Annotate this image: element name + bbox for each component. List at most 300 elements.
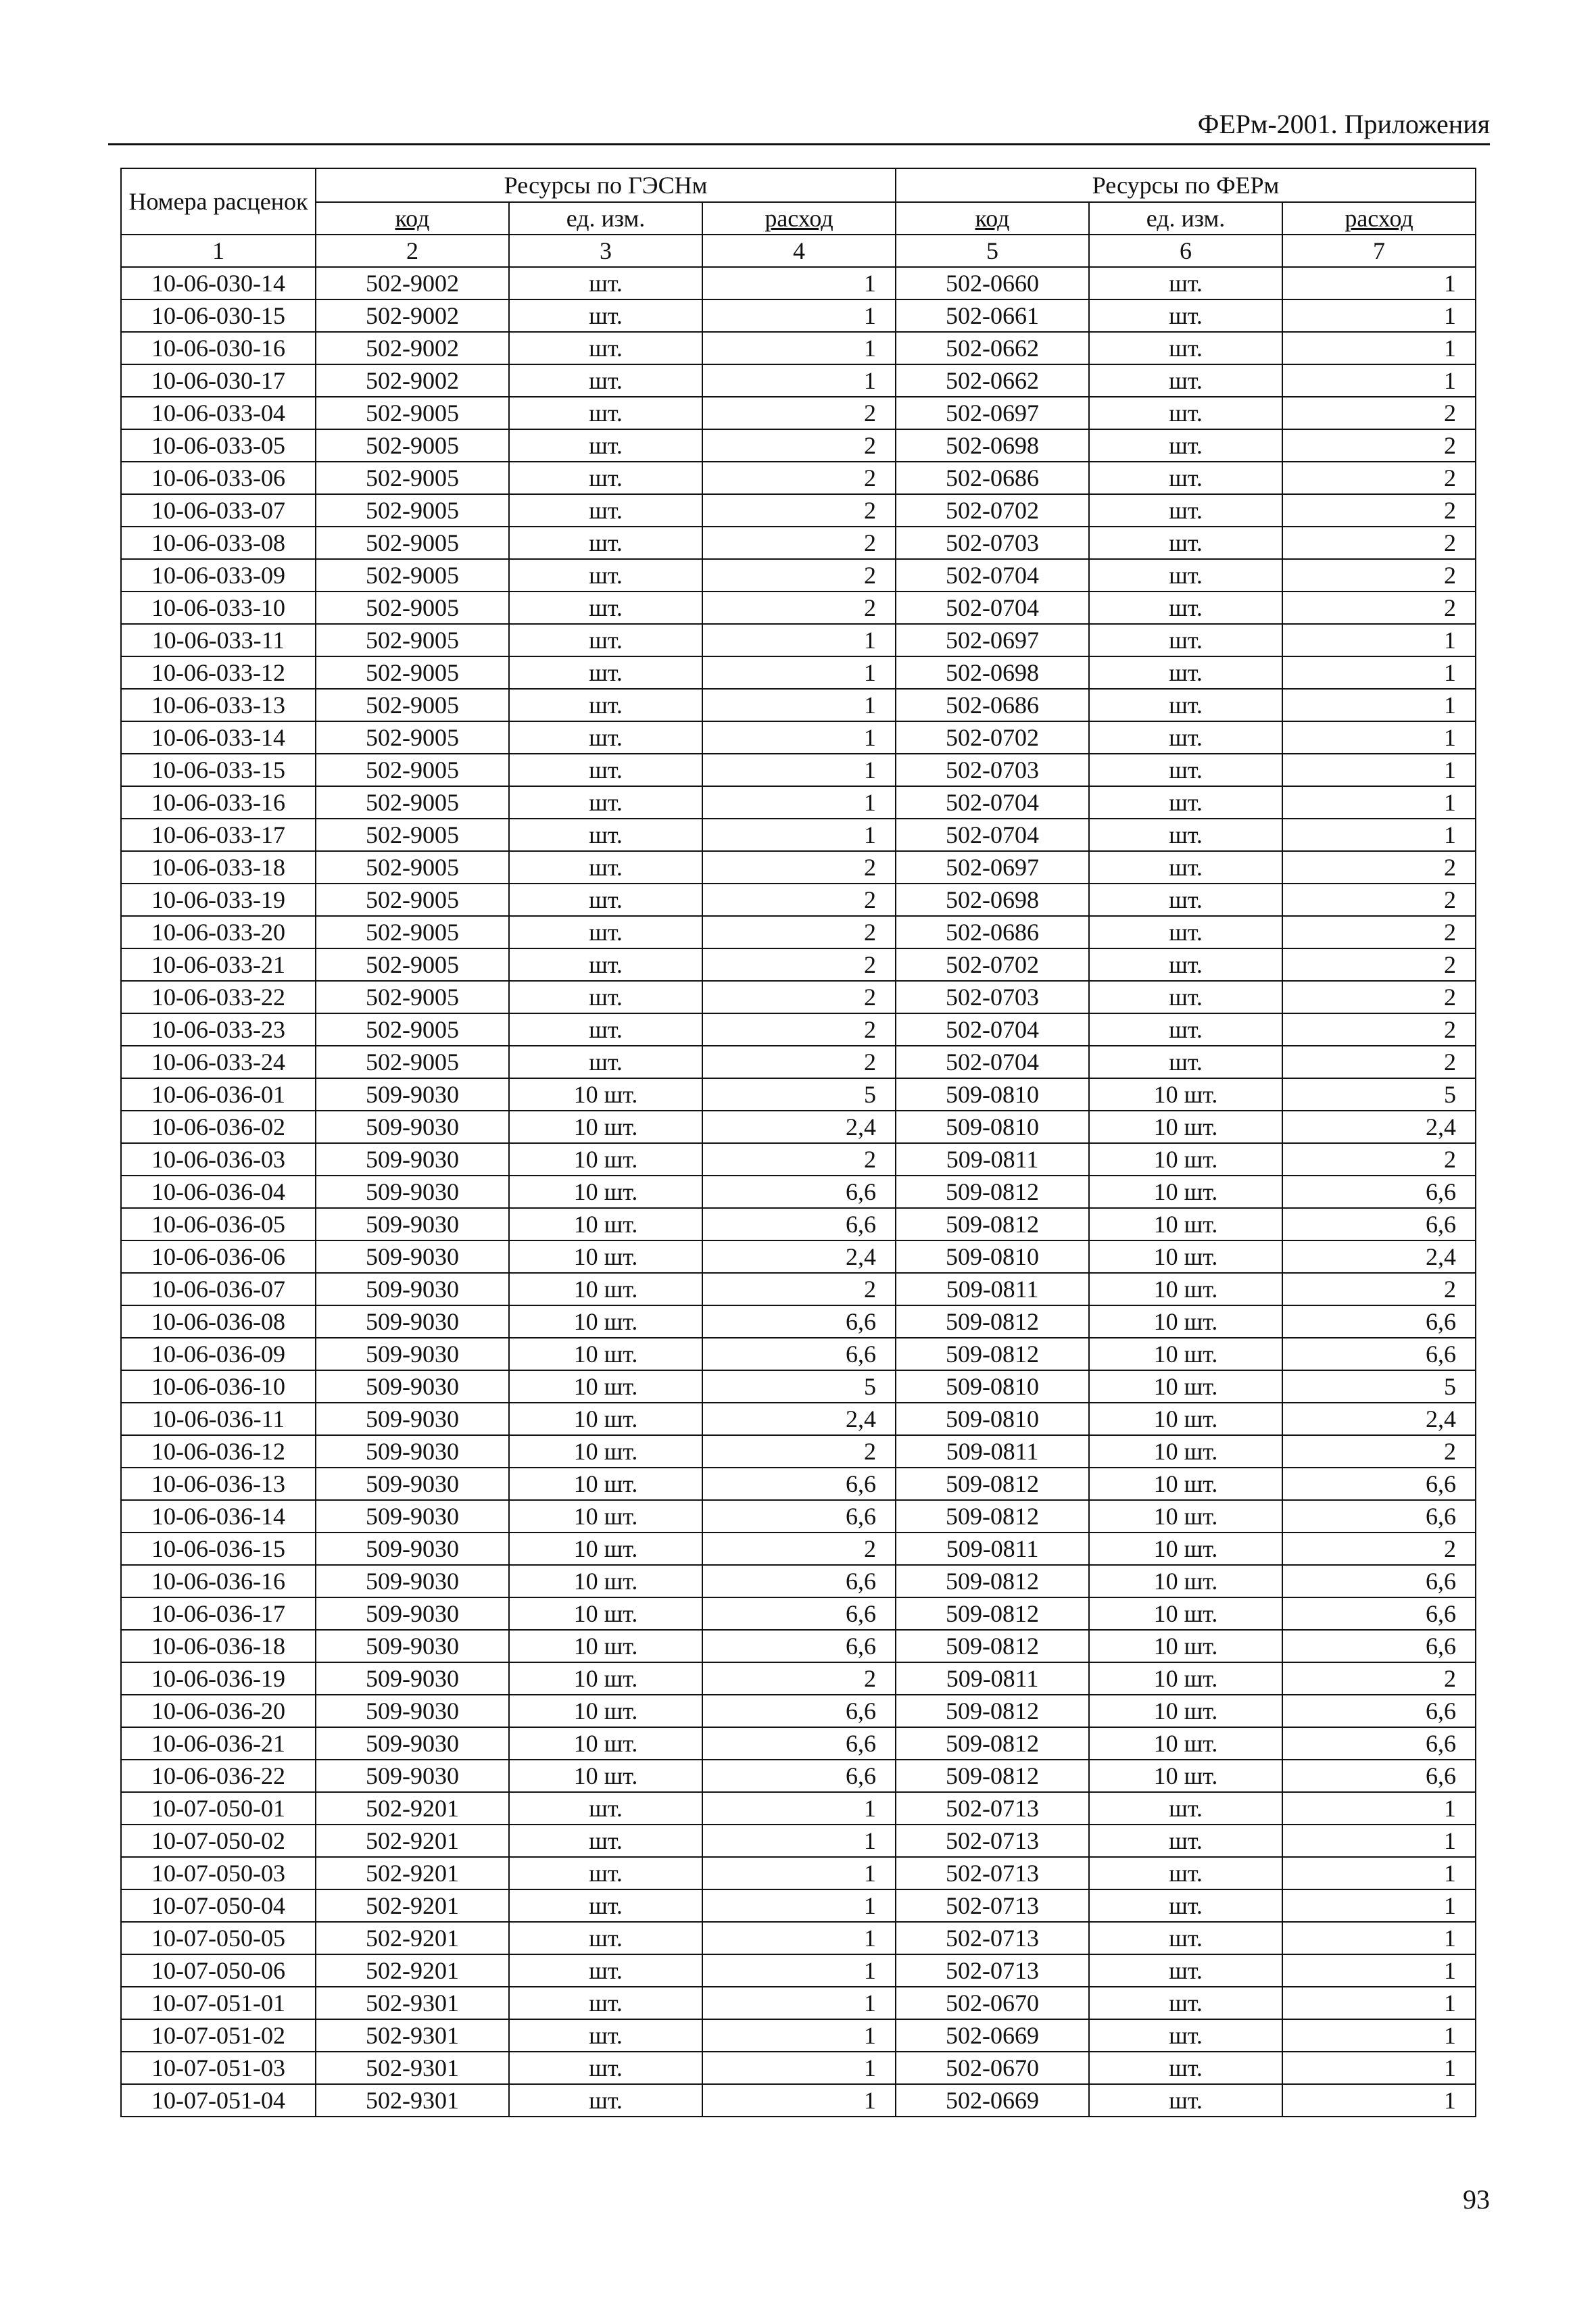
cell-gesn-code: 502-9201 [316, 1857, 509, 1889]
cell-fer-unit: шт. [1089, 851, 1282, 884]
cell-fer-code: 502-0697 [896, 624, 1089, 656]
cell-gesn-unit: 10 шт. [509, 1630, 702, 1662]
table-row [121, 527, 1476, 559]
page-number: 93 [1463, 2184, 1490, 2215]
cell-gesn-code: 509-9030 [316, 1500, 509, 1533]
cell-gesn-unit: 10 шт. [509, 1078, 702, 1111]
cell-gesn-code: 509-9030 [316, 1240, 509, 1273]
cell-fer-unit: шт. [1089, 2052, 1282, 2084]
cell-gesn-code: 502-9005 [316, 689, 509, 721]
cell-gesn-consumption: 2 [702, 429, 896, 462]
cell-gesn-code: 502-9005 [316, 851, 509, 884]
table-row [121, 1208, 1476, 1240]
cell-gesn-unit: 10 шт. [509, 1176, 702, 1208]
cell-fer-consumption: 1 [1282, 1954, 1476, 1987]
column-number: 6 [1089, 235, 1282, 267]
cell-fer-code: 502-0704 [896, 786, 1089, 819]
table-row [121, 364, 1476, 397]
cell-gesn-code: 502-9005 [316, 527, 509, 559]
cell-fer-code: 509-0812 [896, 1727, 1089, 1760]
table-row [121, 884, 1476, 916]
cell-fer-code: 502-0702 [896, 948, 1089, 981]
cell-rate-number: 10-06-030-15 [121, 299, 316, 332]
table-row [121, 2019, 1476, 2052]
cell-fer-consumption: 1 [1282, 1792, 1476, 1825]
cell-gesn-unit: шт. [509, 299, 702, 332]
cell-fer-consumption: 2,4 [1282, 1111, 1476, 1143]
cell-gesn-consumption: 6,6 [702, 1597, 896, 1630]
cell-fer-code: 502-0713 [896, 1889, 1089, 1922]
cell-fer-consumption: 2 [1282, 1435, 1476, 1468]
table-row [121, 429, 1476, 462]
running-title: ФЕРм-2001. Приложения [108, 108, 1490, 145]
cell-gesn-code: 509-9030 [316, 1078, 509, 1111]
table-row [121, 1435, 1476, 1468]
cell-fer-code: 502-0697 [896, 851, 1089, 884]
cell-fer-code: 509-0810 [896, 1403, 1089, 1435]
cell-rate-number: 10-06-036-20 [121, 1695, 316, 1727]
cell-fer-consumption: 2 [1282, 1013, 1476, 1046]
cell-gesn-code: 509-9030 [316, 1533, 509, 1565]
cell-fer-consumption: 2 [1282, 462, 1476, 494]
cell-fer-unit: шт. [1089, 429, 1282, 462]
table-row [121, 1695, 1476, 1727]
cell-fer-code: 502-0669 [896, 2084, 1089, 2117]
cell-fer-unit: 10 шт. [1089, 1533, 1282, 1565]
cell-fer-consumption: 6,6 [1282, 1176, 1476, 1208]
cell-fer-code: 502-0698 [896, 884, 1089, 916]
cell-fer-unit: шт. [1089, 1046, 1282, 1078]
cell-fer-consumption: 2 [1282, 916, 1476, 948]
cell-gesn-unit: шт. [509, 559, 702, 592]
cell-fer-consumption: 6,6 [1282, 1727, 1476, 1760]
cell-gesn-code: 502-9005 [316, 656, 509, 689]
cell-gesn-code: 502-9005 [316, 754, 509, 786]
cell-fer-unit: шт. [1089, 656, 1282, 689]
cell-fer-consumption: 2 [1282, 1533, 1476, 1565]
cell-fer-unit: шт. [1089, 754, 1282, 786]
cell-fer-consumption: 1 [1282, 754, 1476, 786]
cell-fer-code: 509-0810 [896, 1370, 1089, 1403]
resource-correspondence-table [120, 168, 1476, 2117]
cell-rate-number: 10-06-033-04 [121, 397, 316, 429]
cell-fer-code: 502-0686 [896, 916, 1089, 948]
table-row [121, 1825, 1476, 1857]
cell-rate-number: 10-06-033-09 [121, 559, 316, 592]
cell-fer-unit: шт. [1089, 1922, 1282, 1954]
cell-fer-unit: шт. [1089, 819, 1282, 851]
cell-fer-code: 502-0698 [896, 656, 1089, 689]
cell-fer-code: 509-0812 [896, 1305, 1089, 1338]
cell-gesn-consumption: 1 [702, 332, 896, 364]
cell-gesn-unit: шт. [509, 786, 702, 819]
cell-gesn-unit: шт. [509, 689, 702, 721]
cell-rate-number: 10-06-036-08 [121, 1305, 316, 1338]
cell-gesn-consumption: 1 [702, 1825, 896, 1857]
table-row [121, 397, 1476, 429]
cell-gesn-consumption: 2 [702, 397, 896, 429]
cell-fer-consumption: 2 [1282, 948, 1476, 981]
cell-gesn-code: 502-9005 [316, 592, 509, 624]
cell-rate-number: 10-06-036-06 [121, 1240, 316, 1273]
header-gesn-unit: ед. изм. [509, 202, 702, 235]
table-row [121, 656, 1476, 689]
cell-fer-unit: шт. [1089, 624, 1282, 656]
cell-gesn-consumption: 2,4 [702, 1403, 896, 1435]
cell-fer-unit: шт. [1089, 1857, 1282, 1889]
cell-rate-number: 10-07-050-05 [121, 1922, 316, 1954]
cell-gesn-code: 509-9030 [316, 1403, 509, 1435]
cell-gesn-consumption: 2 [702, 1013, 896, 1046]
cell-rate-number: 10-06-033-05 [121, 429, 316, 462]
table-row [121, 1597, 1476, 1630]
cell-fer-unit: шт. [1089, 397, 1282, 429]
cell-rate-number: 10-06-036-09 [121, 1338, 316, 1370]
table-row [121, 1046, 1476, 1078]
cell-fer-consumption: 1 [1282, 332, 1476, 364]
cell-fer-code: 502-0702 [896, 721, 1089, 754]
cell-fer-consumption: 1 [1282, 2019, 1476, 2052]
cell-gesn-consumption: 1 [702, 2019, 896, 2052]
cell-rate-number: 10-06-033-20 [121, 916, 316, 948]
cell-gesn-consumption: 1 [702, 1857, 896, 1889]
cell-fer-code: 509-0812 [896, 1500, 1089, 1533]
table-row [121, 1240, 1476, 1273]
cell-gesn-unit: шт. [509, 884, 702, 916]
cell-fer-consumption: 6,6 [1282, 1760, 1476, 1792]
table-row [121, 1954, 1476, 1987]
cell-gesn-unit: шт. [509, 1825, 702, 1857]
cell-fer-consumption: 1 [1282, 1857, 1476, 1889]
cell-gesn-code: 502-9005 [316, 981, 509, 1013]
cell-rate-number: 10-06-036-07 [121, 1273, 316, 1305]
cell-gesn-consumption: 1 [702, 656, 896, 689]
cell-gesn-consumption: 6,6 [702, 1727, 896, 1760]
cell-fer-unit: шт. [1089, 527, 1282, 559]
table-row [121, 1338, 1476, 1370]
table-row [121, 1792, 1476, 1825]
cell-rate-number: 10-06-036-18 [121, 1630, 316, 1662]
cell-gesn-unit: 10 шт. [509, 1695, 702, 1727]
cell-fer-consumption: 5 [1282, 1078, 1476, 1111]
table-row [121, 1565, 1476, 1597]
header-fer-unit: ед. изм. [1089, 202, 1282, 235]
cell-fer-code: 502-0670 [896, 2052, 1089, 2084]
cell-fer-unit: шт. [1089, 786, 1282, 819]
cell-fer-consumption: 1 [1282, 656, 1476, 689]
cell-gesn-unit: 10 шт. [509, 1208, 702, 1240]
cell-gesn-unit: шт. [509, 916, 702, 948]
table-row [121, 624, 1476, 656]
table-row [121, 981, 1476, 1013]
cell-gesn-consumption: 1 [702, 689, 896, 721]
cell-fer-unit: 10 шт. [1089, 1338, 1282, 1370]
cell-fer-consumption: 6,6 [1282, 1565, 1476, 1597]
cell-gesn-consumption: 2 [702, 592, 896, 624]
cell-fer-code: 502-0661 [896, 299, 1089, 332]
cell-fer-unit: шт. [1089, 948, 1282, 981]
header-fer-code: код [896, 202, 1089, 235]
cell-fer-consumption: 6,6 [1282, 1468, 1476, 1500]
cell-fer-unit: шт. [1089, 1013, 1282, 1046]
cell-rate-number: 10-06-036-22 [121, 1760, 316, 1792]
cell-fer-code: 509-0812 [896, 1565, 1089, 1597]
table-row [121, 559, 1476, 592]
cell-rate-number: 10-06-036-15 [121, 1533, 316, 1565]
cell-fer-unit: 10 шт. [1089, 1240, 1282, 1273]
cell-fer-code: 509-0811 [896, 1435, 1089, 1468]
cell-gesn-unit: шт. [509, 332, 702, 364]
cell-fer-consumption: 5 [1282, 1370, 1476, 1403]
cell-fer-consumption: 2,4 [1282, 1403, 1476, 1435]
cell-fer-code: 502-0662 [896, 364, 1089, 397]
cell-fer-unit: шт. [1089, 1889, 1282, 1922]
cell-gesn-consumption: 1 [702, 624, 896, 656]
cell-fer-consumption: 1 [1282, 299, 1476, 332]
table-row [121, 851, 1476, 884]
cell-gesn-code: 509-9030 [316, 1630, 509, 1662]
cell-gesn-unit: шт. [509, 624, 702, 656]
cell-gesn-code: 509-9030 [316, 1435, 509, 1468]
cell-gesn-code: 502-9301 [316, 2019, 509, 2052]
cell-gesn-unit: шт. [509, 819, 702, 851]
cell-fer-consumption: 6,6 [1282, 1208, 1476, 1240]
cell-gesn-consumption: 1 [702, 786, 896, 819]
cell-fer-consumption: 2 [1282, 397, 1476, 429]
cell-fer-code: 509-0810 [896, 1078, 1089, 1111]
cell-gesn-code: 502-9005 [316, 494, 509, 527]
cell-fer-consumption: 6,6 [1282, 1500, 1476, 1533]
cell-gesn-unit: шт. [509, 364, 702, 397]
cell-fer-consumption: 6,6 [1282, 1597, 1476, 1630]
cell-gesn-consumption: 2 [702, 1046, 896, 1078]
cell-fer-unit: 10 шт. [1089, 1111, 1282, 1143]
cell-gesn-unit: шт. [509, 1013, 702, 1046]
table-row [121, 332, 1476, 364]
cell-gesn-unit: шт. [509, 397, 702, 429]
cell-fer-unit: 10 шт. [1089, 1273, 1282, 1305]
cell-gesn-code: 502-9201 [316, 1922, 509, 1954]
table-row [121, 1176, 1476, 1208]
cell-rate-number: 10-07-050-03 [121, 1857, 316, 1889]
cell-fer-code: 502-0703 [896, 981, 1089, 1013]
cell-gesn-code: 502-9005 [316, 819, 509, 851]
cell-fer-unit: 10 шт. [1089, 1435, 1282, 1468]
cell-gesn-unit: шт. [509, 1792, 702, 1825]
cell-gesn-code: 509-9030 [316, 1760, 509, 1792]
cell-fer-code: 502-0702 [896, 494, 1089, 527]
cell-rate-number: 10-07-051-02 [121, 2019, 316, 2052]
cell-gesn-unit: шт. [509, 462, 702, 494]
cell-gesn-consumption: 2 [702, 462, 896, 494]
table-row [121, 267, 1476, 299]
cell-fer-code: 502-0697 [896, 397, 1089, 429]
table-row [121, 1305, 1476, 1338]
cell-fer-code: 502-0713 [896, 1792, 1089, 1825]
cell-gesn-code: 502-9005 [316, 429, 509, 462]
table-row [121, 1143, 1476, 1176]
cell-fer-unit: 10 шт. [1089, 1695, 1282, 1727]
cell-fer-unit: 10 шт. [1089, 1370, 1282, 1403]
cell-gesn-consumption: 2 [702, 981, 896, 1013]
cell-rate-number: 10-06-036-16 [121, 1565, 316, 1597]
cell-gesn-unit: 10 шт. [509, 1338, 702, 1370]
header-gesn-consumption: расход [702, 202, 896, 235]
cell-gesn-consumption: 2 [702, 1273, 896, 1305]
cell-fer-unit: 10 шт. [1089, 1727, 1282, 1760]
cell-fer-code: 509-0810 [896, 1111, 1089, 1143]
table-row [121, 1111, 1476, 1143]
cell-fer-consumption: 1 [1282, 819, 1476, 851]
cell-gesn-code: 509-9030 [316, 1111, 509, 1143]
cell-gesn-code: 502-9201 [316, 1792, 509, 1825]
cell-rate-number: 10-07-050-01 [121, 1792, 316, 1825]
cell-gesn-unit: шт. [509, 1954, 702, 1987]
cell-rate-number: 10-06-033-15 [121, 754, 316, 786]
cell-fer-consumption: 1 [1282, 721, 1476, 754]
cell-gesn-code: 509-9030 [316, 1305, 509, 1338]
cell-fer-code: 509-0811 [896, 1662, 1089, 1695]
table-row [121, 1468, 1476, 1500]
cell-gesn-unit: шт. [509, 1889, 702, 1922]
cell-fer-unit: шт. [1089, 981, 1282, 1013]
cell-gesn-code: 509-9030 [316, 1208, 509, 1240]
cell-fer-code: 509-0812 [896, 1695, 1089, 1727]
cell-gesn-consumption: 6,6 [702, 1208, 896, 1240]
cell-gesn-consumption: 2 [702, 916, 896, 948]
cell-fer-code: 509-0811 [896, 1143, 1089, 1176]
cell-gesn-unit: 10 шт. [509, 1500, 702, 1533]
cell-gesn-consumption: 1 [702, 2084, 896, 2117]
cell-gesn-code: 502-9201 [316, 1825, 509, 1857]
cell-gesn-consumption: 1 [702, 267, 896, 299]
cell-gesn-unit: шт. [509, 2052, 702, 2084]
cell-gesn-consumption: 1 [702, 819, 896, 851]
cell-gesn-code: 502-9005 [316, 786, 509, 819]
header-gesn-code: код [316, 202, 509, 235]
cell-rate-number: 10-06-033-10 [121, 592, 316, 624]
table-row [121, 1857, 1476, 1889]
cell-fer-unit: 10 шт. [1089, 1208, 1282, 1240]
cell-fer-consumption: 1 [1282, 364, 1476, 397]
cell-rate-number: 10-07-050-02 [121, 1825, 316, 1857]
cell-gesn-consumption: 6,6 [702, 1176, 896, 1208]
cell-fer-code: 509-0812 [896, 1597, 1089, 1630]
cell-fer-unit: шт. [1089, 689, 1282, 721]
header-fer-consumption: расход [1282, 202, 1476, 235]
cell-gesn-consumption: 2 [702, 851, 896, 884]
cell-fer-code: 502-0670 [896, 1987, 1089, 2019]
cell-gesn-code: 502-9005 [316, 1046, 509, 1078]
cell-gesn-consumption: 6,6 [702, 1565, 896, 1597]
cell-rate-number: 10-06-030-16 [121, 332, 316, 364]
table-row [121, 721, 1476, 754]
cell-gesn-unit: 10 шт. [509, 1305, 702, 1338]
cell-rate-number: 10-07-051-03 [121, 2052, 316, 2084]
table-row [121, 2052, 1476, 2084]
cell-fer-unit: шт. [1089, 332, 1282, 364]
cell-fer-consumption: 6,6 [1282, 1305, 1476, 1338]
cell-gesn-consumption: 2 [702, 884, 896, 916]
cell-fer-unit: шт. [1089, 1954, 1282, 1987]
cell-fer-code: 502-0713 [896, 1922, 1089, 1954]
cell-gesn-unit: шт. [509, 429, 702, 462]
cell-fer-consumption: 2 [1282, 592, 1476, 624]
cell-fer-consumption: 2 [1282, 884, 1476, 916]
cell-gesn-consumption: 2 [702, 948, 896, 981]
cell-gesn-code: 509-9030 [316, 1565, 509, 1597]
cell-fer-consumption: 1 [1282, 624, 1476, 656]
cell-gesn-consumption: 2 [702, 1533, 896, 1565]
cell-fer-code: 502-0704 [896, 1013, 1089, 1046]
cell-gesn-consumption: 6,6 [702, 1630, 896, 1662]
cell-fer-unit: шт. [1089, 916, 1282, 948]
cell-fer-consumption: 1 [1282, 1889, 1476, 1922]
cell-fer-code: 509-0810 [896, 1240, 1089, 1273]
cell-gesn-unit: 10 шт. [509, 1111, 702, 1143]
cell-fer-code: 509-0812 [896, 1338, 1089, 1370]
cell-rate-number: 10-06-033-18 [121, 851, 316, 884]
cell-fer-consumption: 2 [1282, 494, 1476, 527]
cell-gesn-unit: 10 шт. [509, 1403, 702, 1435]
cell-fer-consumption: 6,6 [1282, 1695, 1476, 1727]
cell-rate-number: 10-07-051-04 [121, 2084, 316, 2117]
cell-rate-number: 10-06-036-11 [121, 1403, 316, 1435]
cell-fer-consumption: 1 [1282, 2084, 1476, 2117]
cell-gesn-code: 509-9030 [316, 1597, 509, 1630]
cell-fer-unit: шт. [1089, 2019, 1282, 2052]
cell-fer-consumption: 1 [1282, 2052, 1476, 2084]
column-number: 5 [896, 235, 1089, 267]
column-number: 4 [702, 235, 896, 267]
cell-rate-number: 10-06-036-10 [121, 1370, 316, 1403]
cell-gesn-code: 502-9005 [316, 1013, 509, 1046]
cell-gesn-consumption: 2 [702, 494, 896, 527]
cell-fer-unit: шт. [1089, 1792, 1282, 1825]
cell-gesn-consumption: 6,6 [702, 1760, 896, 1792]
cell-rate-number: 10-07-050-06 [121, 1954, 316, 1987]
table-row [121, 1273, 1476, 1305]
cell-gesn-unit: шт. [509, 721, 702, 754]
cell-fer-consumption: 1 [1282, 786, 1476, 819]
cell-gesn-unit: шт. [509, 948, 702, 981]
cell-gesn-consumption: 5 [702, 1370, 896, 1403]
cell-rate-number: 10-06-033-06 [121, 462, 316, 494]
cell-rate-number: 10-06-033-21 [121, 948, 316, 981]
cell-gesn-consumption: 6,6 [702, 1338, 896, 1370]
cell-gesn-unit: 10 шт. [509, 1370, 702, 1403]
cell-fer-consumption: 1 [1282, 1987, 1476, 2019]
table-row [121, 1078, 1476, 1111]
cell-gesn-consumption: 1 [702, 1954, 896, 1987]
cell-gesn-consumption: 1 [702, 1922, 896, 1954]
cell-gesn-unit: 10 шт. [509, 1533, 702, 1565]
column-number: 1 [121, 235, 316, 267]
cell-gesn-unit: 10 шт. [509, 1727, 702, 1760]
cell-gesn-code: 509-9030 [316, 1143, 509, 1176]
cell-gesn-unit: шт. [509, 494, 702, 527]
cell-fer-unit: 10 шт. [1089, 1078, 1282, 1111]
table-row [121, 1662, 1476, 1695]
table-row [121, 689, 1476, 721]
header-rate-numbers: Номера расценок [121, 168, 316, 235]
cell-fer-code: 502-0704 [896, 592, 1089, 624]
cell-fer-code: 502-0686 [896, 689, 1089, 721]
cell-gesn-unit: 10 шт. [509, 1435, 702, 1468]
cell-gesn-consumption: 6,6 [702, 1695, 896, 1727]
cell-rate-number: 10-06-033-16 [121, 786, 316, 819]
cell-gesn-code: 509-9030 [316, 1468, 509, 1500]
